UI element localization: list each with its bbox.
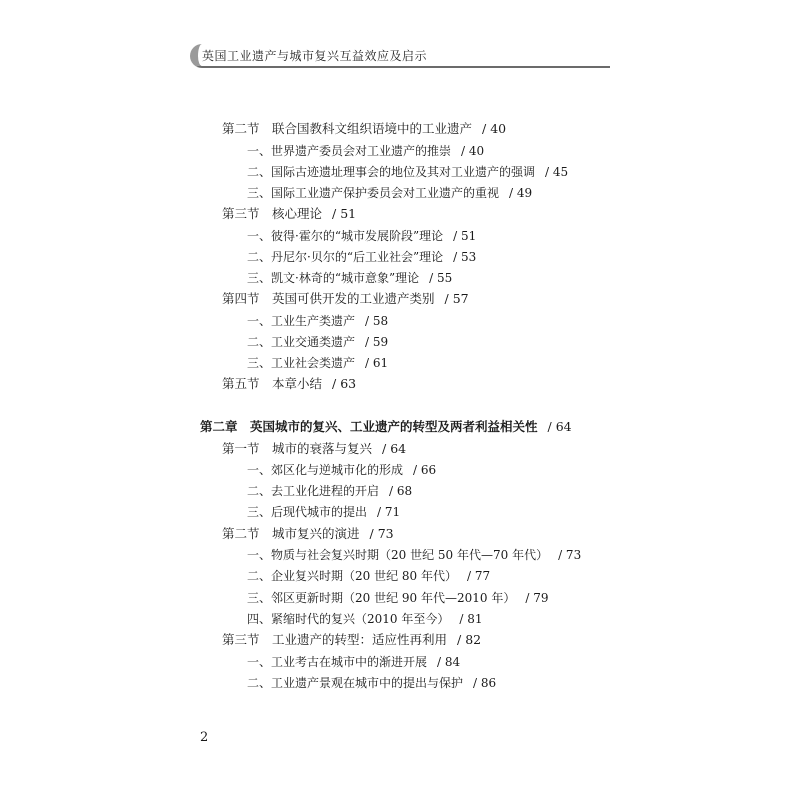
toc-page: / 57 <box>444 291 469 306</box>
toc-page: / 51 <box>453 229 477 243</box>
toc-page: / 59 <box>365 335 389 349</box>
toc-section <box>222 441 406 457</box>
toc-page: / 66 <box>413 463 437 477</box>
toc-label: 三、凯文·林奇的“城市意象”理论 <box>247 271 420 285</box>
toc-label: 二、工业交通类遗产 <box>247 335 356 349</box>
toc-page: / 63 <box>332 376 357 391</box>
toc-page: / 71 <box>377 505 401 519</box>
toc-item <box>247 355 388 371</box>
toc-label: 二、企业复兴时期（20 世纪 80 年代） <box>247 569 457 583</box>
toc-label: 三、后现代城市的提出 <box>247 505 368 519</box>
toc-page: / 84 <box>437 655 461 669</box>
toc-label: 一、彼得·霍尔的“城市发展阶段”理论 <box>247 229 444 243</box>
toc-page: / 68 <box>389 484 413 498</box>
running-header-title: 英国工业遗产与城市复兴互益效应及启示 <box>202 48 428 63</box>
toc-label: 四、紧缩时代的复兴（2010 年至今） <box>247 612 450 626</box>
toc-label: 第三节 工业遗产的转型：适应性再利用 <box>222 632 448 647</box>
toc-section <box>222 206 356 222</box>
toc-label: 一、郊区化与逆城市化的形成 <box>247 463 404 477</box>
toc-item <box>247 675 496 691</box>
toc-label: 第三节 核心理论 <box>222 206 323 221</box>
toc-label: 第五节 本章小结 <box>222 376 323 391</box>
toc-label: 二、工业遗产景观在城市中的提出与保护 <box>247 676 464 690</box>
toc-label: 第二章 英国城市的复兴、工业遗产的转型及两者利益相关性 <box>200 419 538 434</box>
toc-section <box>222 376 356 392</box>
toc-item <box>247 483 412 499</box>
toc-page: / 64 <box>547 419 572 434</box>
toc-label: 第二节 城市复兴的演进 <box>222 526 360 541</box>
toc-item <box>247 185 532 201</box>
toc-section <box>222 291 469 307</box>
toc-label: 二、国际古迹遗址理事会的地位及其对工业遗产的强调 <box>247 165 536 179</box>
toc-label: 三、国际工业遗产保护委员会对工业遗产的重视 <box>247 186 500 200</box>
toc-item <box>247 143 484 159</box>
toc-item <box>247 228 476 244</box>
toc-page: / 45 <box>545 165 569 179</box>
toc-label: 一、物质与社会复兴时期（20 世纪 50 年代—70 年代） <box>247 548 549 562</box>
toc-page: / 61 <box>365 356 389 370</box>
toc-label: 第四节 英国可供开发的工业遗产类别 <box>222 291 435 306</box>
toc-item <box>247 249 476 265</box>
toc-label: 三、工业社会类遗产 <box>247 356 356 370</box>
toc-page: / 81 <box>459 612 483 626</box>
toc-item <box>247 547 581 563</box>
toc-item <box>247 164 568 180</box>
toc-label: 一、工业生产类遗产 <box>247 314 356 328</box>
toc-section <box>222 632 481 648</box>
toc-page: / 64 <box>382 441 407 456</box>
toc-section <box>222 526 394 542</box>
toc-item <box>247 504 400 520</box>
toc-label: 一、世界遗产委员会对工业遗产的推崇 <box>247 144 452 158</box>
toc-page: / 73 <box>558 548 582 562</box>
toc-item <box>247 611 483 627</box>
toc-page: / 40 <box>461 144 485 158</box>
toc-page: / 53 <box>453 250 477 264</box>
toc-page: / 40 <box>482 121 507 136</box>
toc-label: 第一节 城市的衰落与复兴 <box>222 441 373 456</box>
toc-page: / 79 <box>525 591 549 605</box>
toc-chapter <box>200 419 572 435</box>
toc-page: / 82 <box>457 632 482 647</box>
toc-page: / 73 <box>369 526 394 541</box>
toc-page: / 86 <box>473 676 497 690</box>
toc-item <box>247 590 548 606</box>
toc-item <box>247 270 452 286</box>
toc-item <box>247 313 388 329</box>
toc-page: / 77 <box>466 569 491 583</box>
toc-page: / 55 <box>429 271 453 285</box>
toc-item <box>247 568 490 584</box>
toc-item <box>247 654 460 670</box>
toc-item <box>247 462 436 478</box>
toc-label: 第二节 联合国教科文组织语境中的工业遗产 <box>222 121 473 136</box>
toc-page: / 58 <box>365 314 389 328</box>
toc-item <box>247 334 388 350</box>
toc-label: 二、去工业化进程的开启 <box>247 484 380 498</box>
toc-label: 一、工业考古在城市中的渐进开展 <box>247 655 428 669</box>
toc-page: / 51 <box>332 206 357 221</box>
toc-label: 三、邻区更新时期（20 世纪 90 年代—2010 年） <box>247 591 516 605</box>
toc-label: 二、丹尼尔·贝尔的“后工业社会”理论 <box>247 250 444 264</box>
toc-section <box>222 121 506 137</box>
page-number: 2 <box>200 730 209 745</box>
toc-page: / 49 <box>509 186 533 200</box>
